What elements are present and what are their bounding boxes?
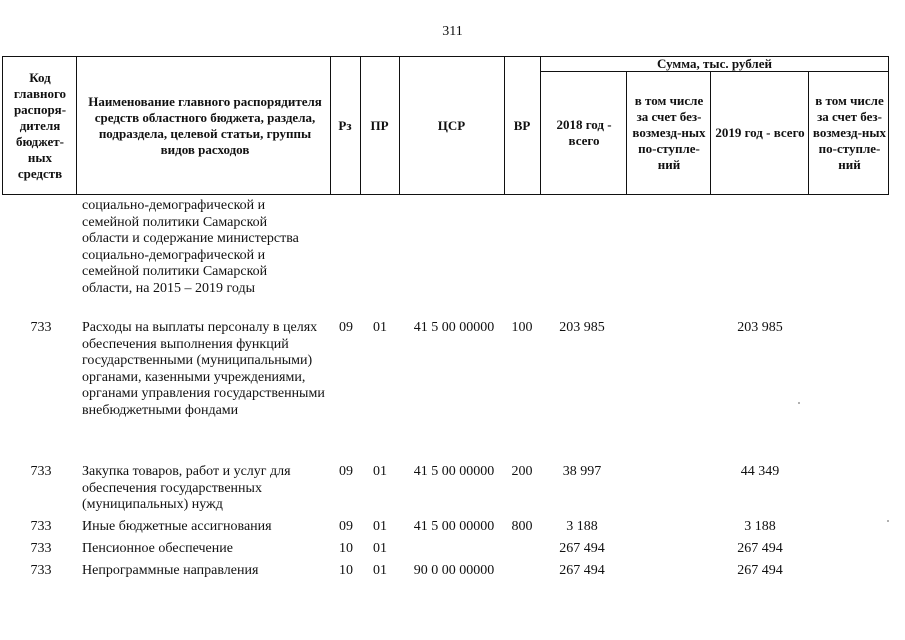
- row-sum-2018: 267 494: [559, 563, 605, 578]
- row-code: 733: [30, 464, 52, 479]
- row-code: 733: [30, 320, 52, 335]
- row-pr: 01: [373, 563, 387, 578]
- row-rz: 10: [339, 541, 353, 556]
- row-name: Иные бюджетные ассигнования: [82, 519, 272, 534]
- row-vr: 100: [511, 320, 533, 335]
- row-rz: 09: [339, 320, 353, 335]
- row-name: Непрограммные направления: [82, 563, 259, 578]
- row-pr: 01: [373, 541, 387, 556]
- row-csr: 41 5 00 00000: [413, 320, 495, 335]
- row-pr: 01: [373, 464, 387, 479]
- header-rz: Рз: [338, 117, 352, 133]
- page-number: 311: [442, 24, 463, 39]
- row-name: социально-демографической и семейной политики Самарской области и содержание министерства социально-демографической и семейной политики Самарской области, на 2015 – 2019 годы: [82, 198, 299, 296]
- row-sum-2019: 3 188: [744, 519, 776, 534]
- header-name: Наименование главного распорядителя средств областного бюджета, раздела, подраздела, целевой статьи, группы видов расходов: [88, 93, 322, 157]
- row-name: Закупка товаров, работ и услуг для обеспечения государственных (муниципальных) нужд: [82, 464, 291, 512]
- scan-speck: [798, 402, 800, 404]
- row-csr: 41 5 00 00000: [413, 464, 495, 479]
- row-name: Пенсионное обеспечение: [82, 541, 233, 556]
- header-vr: ВР: [513, 117, 531, 133]
- row-code: 733: [30, 563, 52, 578]
- header-2019-total: 2019 год - всего: [715, 125, 805, 140]
- row-sum-2018: 203 985: [559, 320, 605, 335]
- row-pr: 01: [373, 320, 387, 335]
- row-csr: 41 5 00 00000: [413, 519, 495, 534]
- header-2018-total: 2018 год - всего: [556, 117, 612, 148]
- row-sum-2018: 267 494: [559, 541, 605, 556]
- row-rz: 09: [339, 464, 353, 479]
- row-sum-2018: 3 188: [566, 519, 598, 534]
- row-sum-2019: 203 985: [737, 320, 783, 335]
- header-2018-free: в том числе за счет без-возмезд-ных по-ступле-ний: [632, 93, 706, 172]
- row-vr: 200: [511, 464, 533, 479]
- row-rz: 10: [339, 563, 353, 578]
- row-sum-2018: 38 997: [562, 464, 602, 479]
- header-bottom-border: [2, 194, 889, 195]
- header-pr: ПР: [370, 117, 389, 133]
- row-pr: 01: [373, 519, 387, 534]
- row-sum-2019: 267 494: [737, 563, 783, 578]
- row-code: 733: [30, 541, 52, 556]
- header-code: Код главного распоря-дителя бюджет-ных средств: [13, 69, 67, 181]
- scan-speck: [887, 520, 889, 522]
- row-csr: 90 0 00 00000: [413, 563, 495, 578]
- row-sum-2019: 44 349: [740, 464, 780, 479]
- row-vr: 800: [511, 519, 533, 534]
- row-sum-2019: 267 494: [737, 541, 783, 556]
- row-code: 733: [30, 519, 52, 534]
- row-name: Расходы на выплаты персоналу в целях обеспечения выполнения функций государственными (муниципальными) органами, казенными учреждениями, органами управления государственными внебюджетными фондами: [82, 320, 325, 418]
- row-rz: 09: [339, 519, 353, 534]
- header-2019-free: в том числе за счет без-возмезд-ных по-ступле-ний: [812, 93, 887, 172]
- header-csr: ЦСР: [437, 117, 466, 133]
- header-sum-title: Сумма, тыс. рублей: [657, 55, 772, 71]
